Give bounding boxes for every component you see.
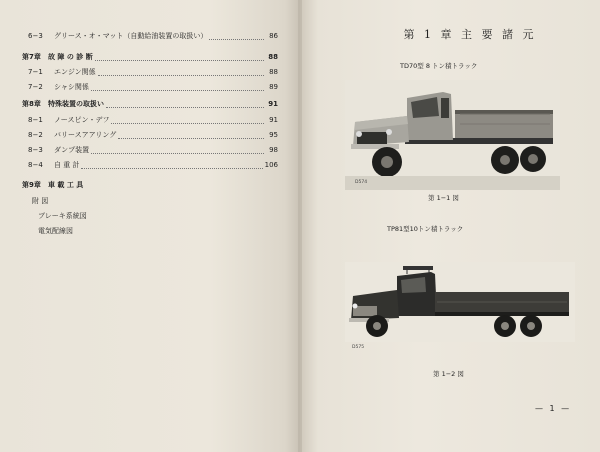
toc-page: 88 [268,53,278,61]
toc-entry [28,159,278,171]
toc-leader [95,54,264,61]
figure-number: 第 1−2 図 [433,370,464,378]
toc-leader [81,162,262,169]
toc-title: 電気配線図 [38,227,73,235]
photo-code: D575 [352,345,365,350]
toc-title: ダンプ装置 [54,146,90,154]
figure-number: 第 1−1 図 [428,194,459,202]
toc-leader [91,84,264,91]
toc-number: 7−2 [28,83,43,91]
toc-leader [111,117,264,124]
toc-page: 86 [269,32,278,40]
toc-page: 89 [269,83,278,91]
page-number: — 1 — [535,404,572,413]
toc-chapter [22,179,142,191]
toc-title: シャシ関係 [54,83,89,91]
toc-chapter [22,51,278,63]
toc-number: 8−1 [28,116,43,124]
figure-caption: TP81型10トン積トラック [387,225,464,233]
toc-number: 6−3 [28,32,43,40]
truck-photo-2 [345,262,575,342]
toc-entry [38,210,138,222]
toc-title: 故 障 の 診 断 [48,53,93,61]
toc-title: 自 重 計 [54,161,80,169]
toc-page: 91 [268,100,278,108]
toc-number: 第8章 [22,100,41,108]
toc-number: 8−2 [28,131,43,139]
toc-title: グリース・オ・マット（自動給油装置の取扱い） [54,32,208,40]
toc-number: 8−4 [28,161,43,169]
toc-title: バリースアアリング [54,131,117,139]
truck-photo-1 [345,80,560,190]
toc-title: 車 載 工 具 [48,181,84,189]
toc-chapter [22,98,278,110]
toc-entry [28,129,278,141]
toc-title: 附 図 [32,197,49,205]
toc-number: 第9章 [22,181,41,189]
toc-page: 91 [269,116,278,124]
toc-leader [98,69,264,76]
toc-page: 106 [264,161,278,169]
toc-title: ノースピン・デフ [54,116,110,124]
book-gutter [298,0,302,452]
toc-entry [32,195,132,207]
toc-page: 98 [269,146,278,154]
photo-code: D574 [355,180,368,185]
toc-page: 95 [269,131,278,139]
toc-entry [28,66,278,78]
toc-leader [118,132,264,139]
toc-title: ブレーキ系統図 [38,212,87,220]
toc-number: 8−3 [28,146,43,154]
toc-number: 7−1 [28,68,43,76]
toc-leader [91,147,264,154]
figure-caption: TD70型 8 トン積トラック [400,62,478,70]
toc-entry [28,81,278,93]
toc-entry [38,225,138,237]
toc-title: エンジン関係 [54,68,96,76]
toc-leader [106,101,264,108]
chapter-title: 第 1 章 主 要 諸 元 [403,28,537,41]
toc-entry [28,144,278,156]
toc-number: 第7章 [22,53,41,61]
toc-leader [209,33,264,40]
toc-title: 特殊装置の取扱い [48,100,104,108]
toc-page: 88 [269,68,278,76]
toc-entry [28,114,278,126]
toc-entry [28,30,278,42]
